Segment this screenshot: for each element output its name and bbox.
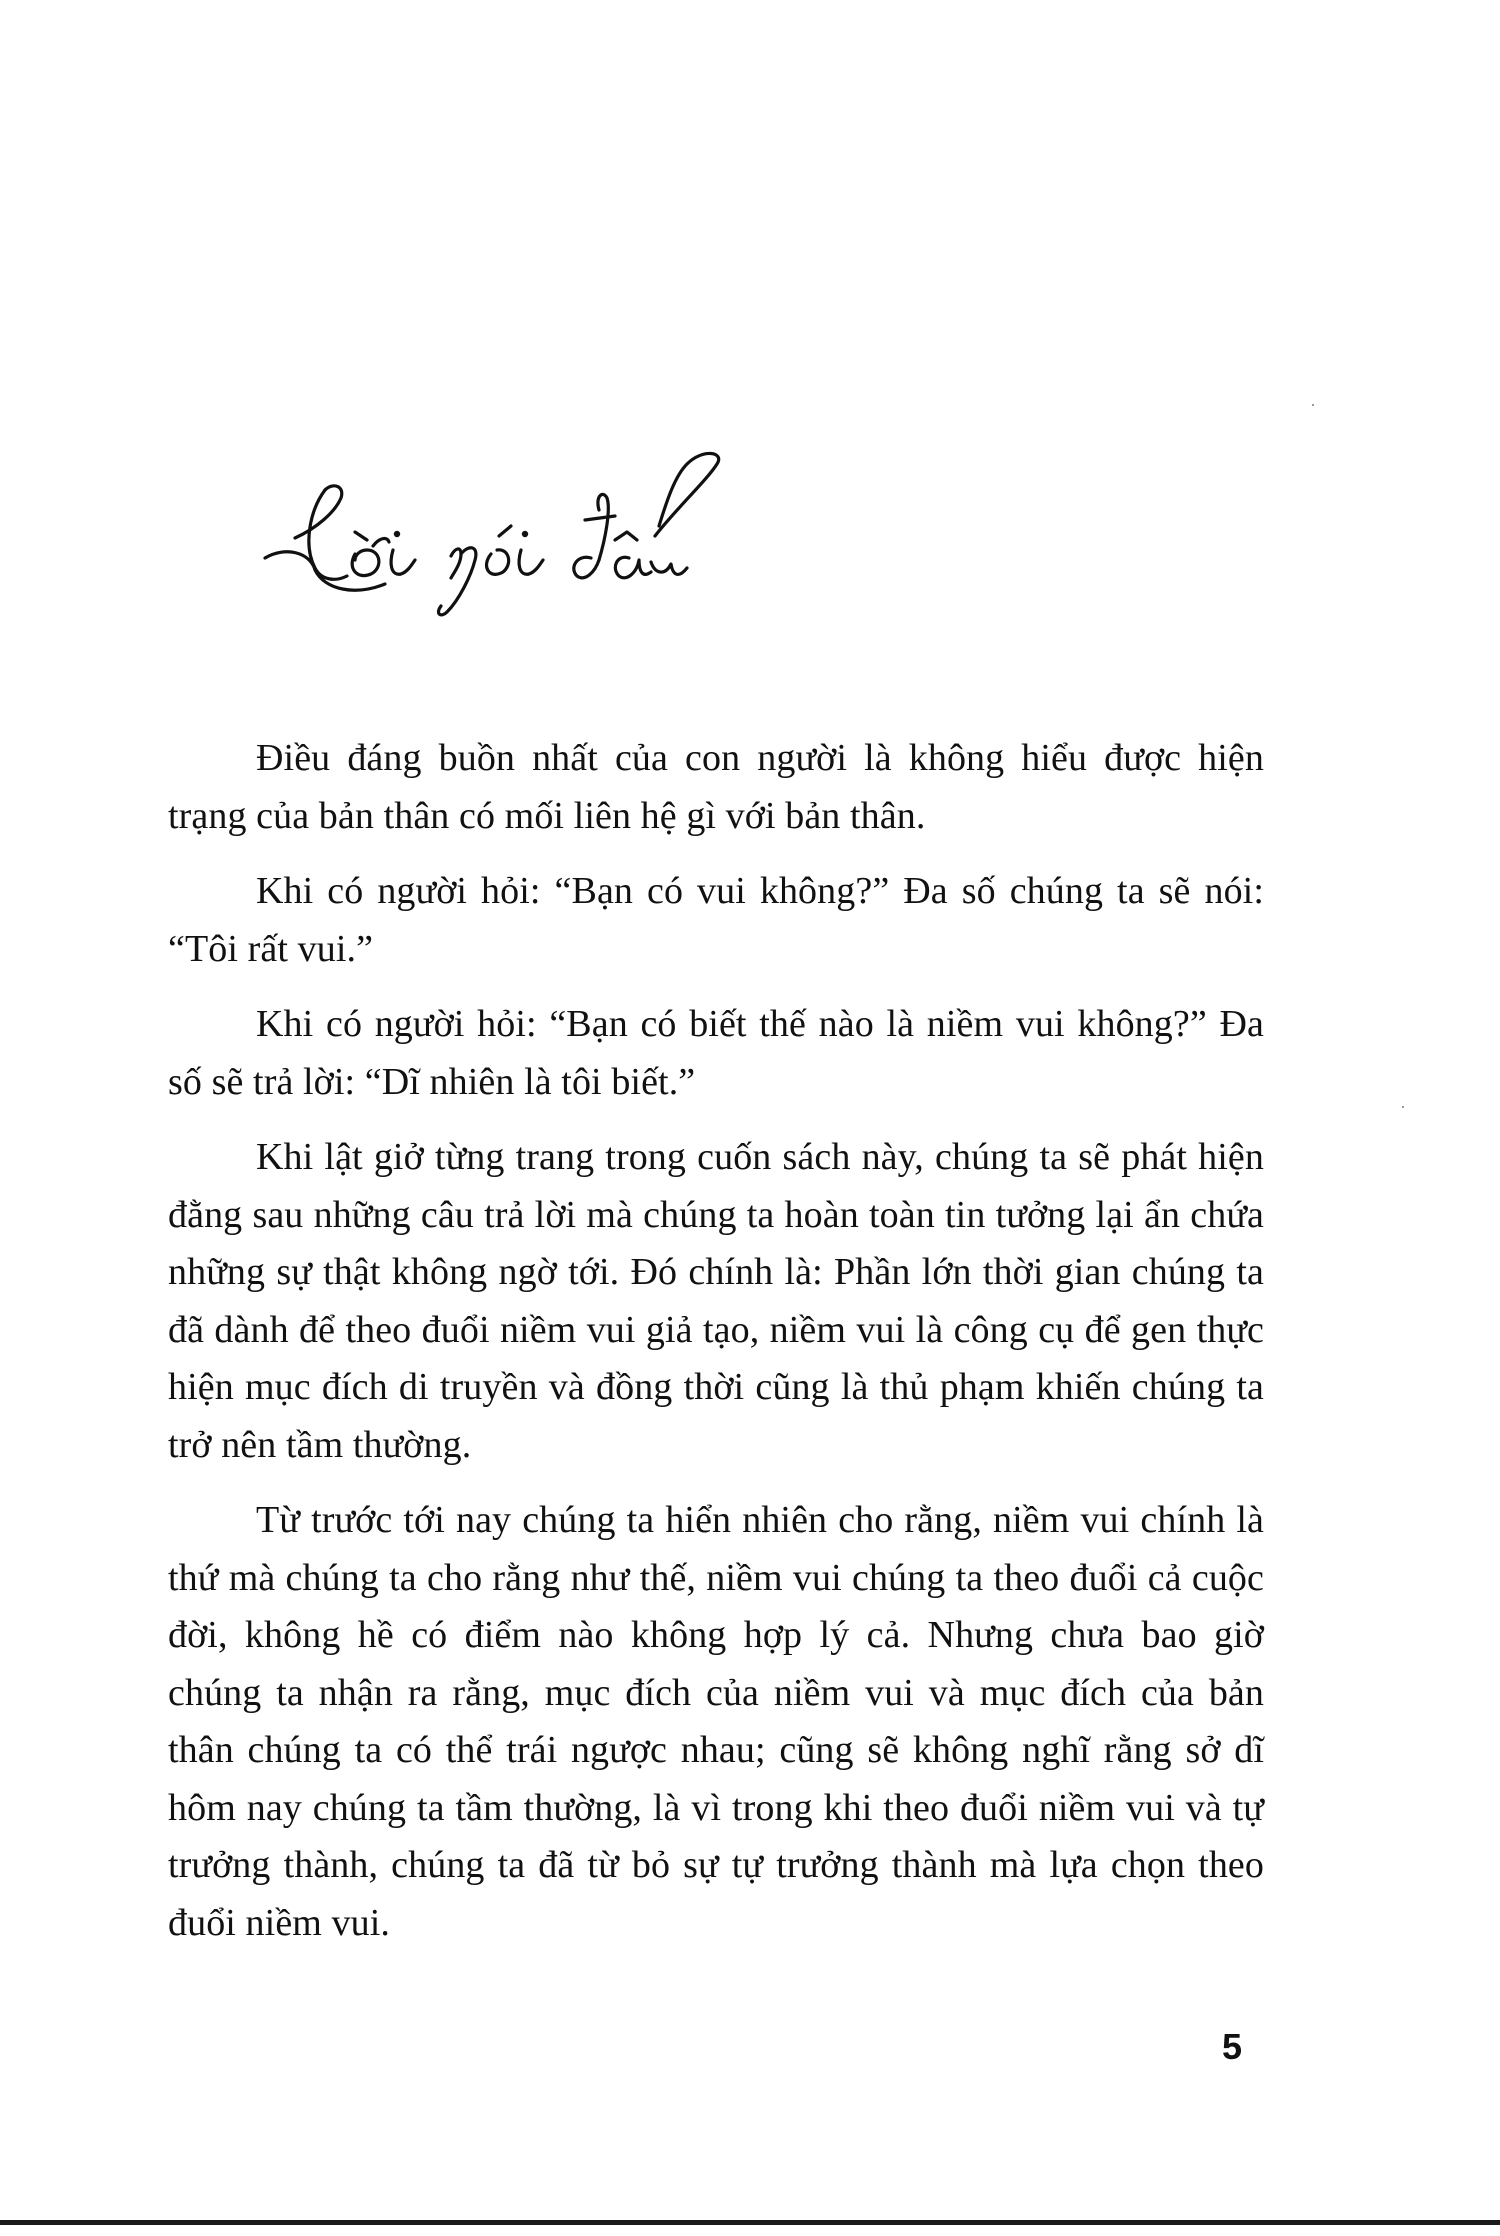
page-number: 5 bbox=[1222, 2026, 1243, 2067]
scan-speck bbox=[1402, 1106, 1404, 1108]
paragraph: Điều đáng buồn nhất của con người là không hiểu được hiện trạng của bản thân có mối liên hệ gì với bản thân. bbox=[168, 737, 1264, 837]
paragraph: Khi có người hỏi: “Bạn có vui không?” Đa số chúng ta sẽ nói: “Tôi rất vui.” bbox=[168, 870, 1264, 970]
bottom-edge-rule bbox=[0, 2220, 1500, 2225]
body-text bbox=[168, 730, 1264, 1970]
chapter-title-calligraphy bbox=[255, 450, 735, 630]
scan-speck bbox=[1312, 404, 1314, 406]
paragraph: Từ trước tới nay chúng ta hiển nhiên cho rằng, niềm vui chính là thứ mà chúng ta cho rằng như thế, niềm vui chúng ta theo đuổi cả cuộc đời, không hề có điểm nào không hợp lý cả. Nhưng chưa bao giờ chúng ta nhận ra rằng, mục đích của niềm vui và mục đích của bản thân chúng ta có thể trái ngược nhau; cũng sẽ không nghĩ rằng sở dĩ hôm nay chúng ta tầm thường, là vì trong khi theo đuổi niềm vui và tự trưởng thành, chúng ta đã từ bỏ sự tự trưởng thành mà lựa chọn theo đuổi niềm vui. bbox=[168, 1499, 1264, 1944]
paragraph: Khi có người hỏi: “Bạn có biết thế nào là niềm vui không?” Đa số sẽ trả lời: “Dĩ nhiên là tôi biết.” bbox=[168, 1003, 1264, 1103]
paragraph: Khi lật giở từng trang trong cuốn sách này, chúng ta sẽ phát hiện đằng sau những câu trả lời mà chúng ta hoàn toàn tin tưởng lại ẩn chứa những sự thật không ngờ tới. Đó chính là: Phần lớn thời gian chúng ta đã dành để theo đuổi niềm vui giả tạo, niềm vui là công cụ để gen thực hiện mục đích di truyền và đồng thời cũng là thủ phạm khiến chúng ta trở nên tầm thường. bbox=[168, 1136, 1264, 1466]
